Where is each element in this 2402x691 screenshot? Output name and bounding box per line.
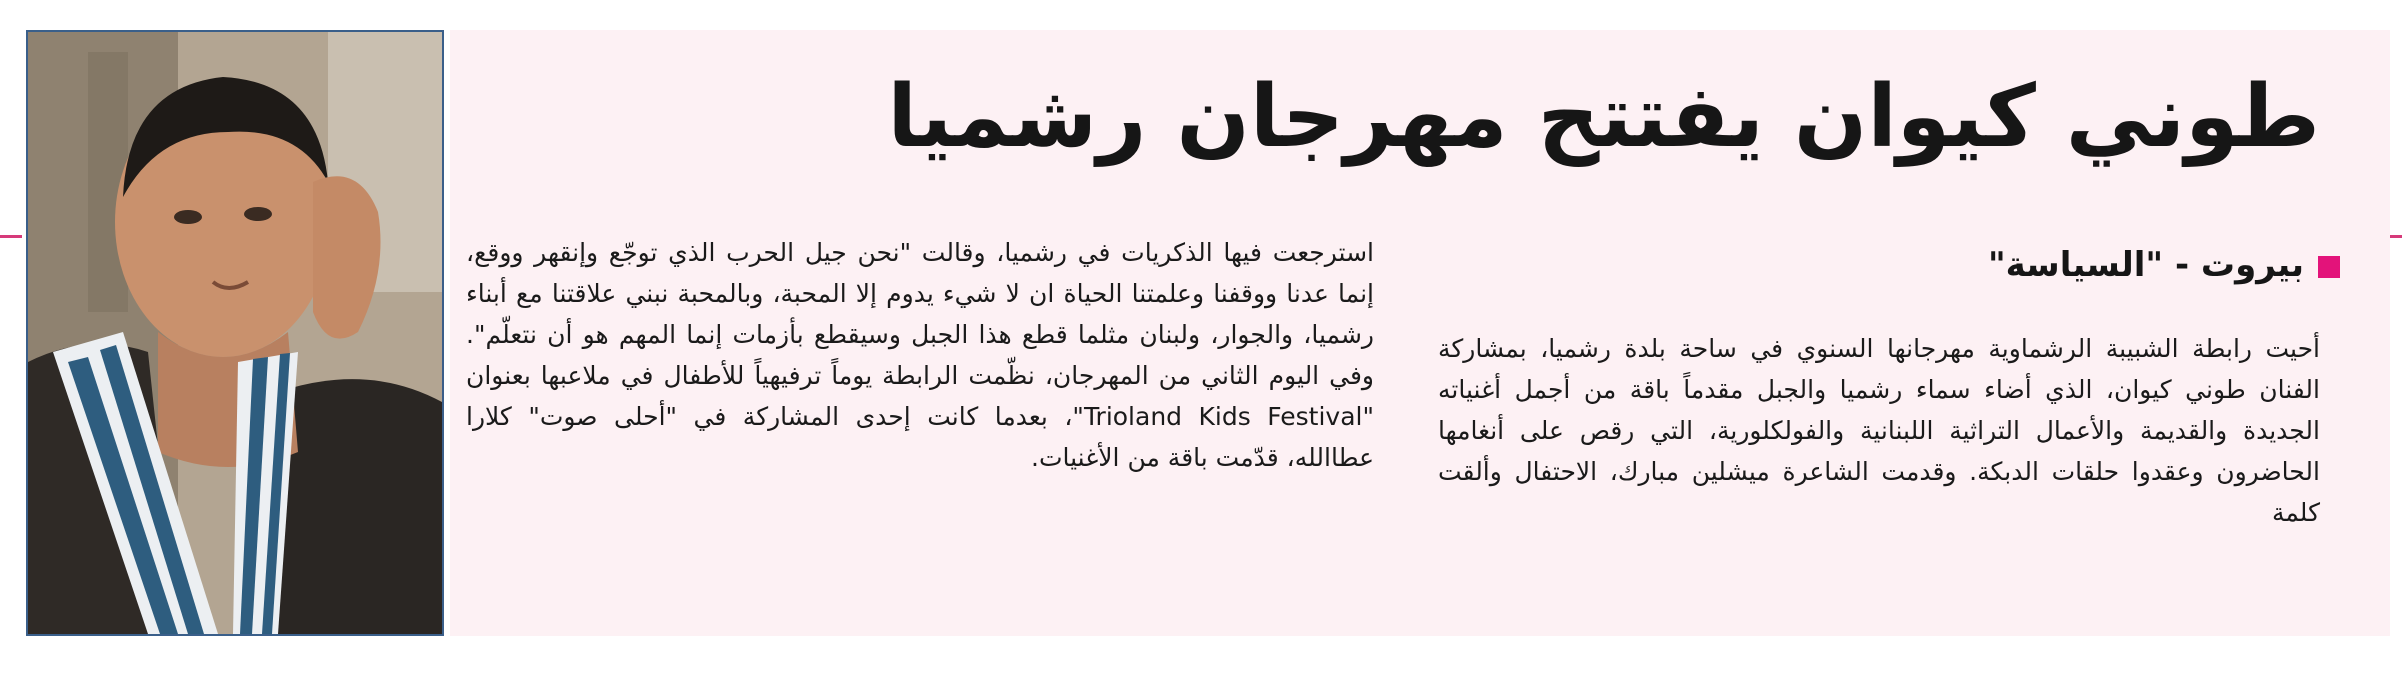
article-photo bbox=[26, 30, 444, 636]
dateline-bullet bbox=[2318, 256, 2340, 278]
article-column-left: استرجعت فيها الذكريات في رشميا، وقالت "نحن جيل الحرب الذي توجّع وإنقهر ووقع، إنما عدنا ووقفنا وعلمتنا الحياة ان لا شيء يدوم إلا المحبة، وبالمحبة نبني علاقتنا مع أبناء رشميا، والجوار، ولبنان مثلما قطع هذا الجبل وسيقطع بأزمات إنما المهم هو أن نتعلّم". وفي اليوم الثاني من المهرجان، نظّمت الرابطة يوماً ترفيهياً للأطفال في ملاعبها بعنوان "Trioland Kids Festival"، بعدما كانت إحدى المشاركة في "أحلى صوت" كلارا عطاالله، قدّمت باقة من الأغنيات. bbox=[466, 238, 1374, 472]
crop-mark-left bbox=[0, 235, 22, 238]
article-dateline bbox=[1900, 238, 2340, 292]
article-headline: طوني كيوان يفتتح مهرجان رشميا bbox=[887, 67, 2320, 167]
dateline-text: بيروت - "السياسة" bbox=[1987, 245, 2304, 285]
article-column-right: أحيت رابطة الشبيبة الرشماوية مهرجانها السنوي في ساحة بلدة رشميا، بمشاركة الفنان طوني كيوان، الذي أضاء سماء رشميا والجبل مقدماً باقة من أجمل أغنياته الجديدة والقديمة والأعمال التراثية اللبنانية والفولكلورية، التي رقص على أنغامها الحاضرون وعقدوا حلقات الدبكة. وقدمت الشاعرة ميشلين مبارك، الاحتفال وألقت كلمة bbox=[1438, 334, 2320, 527]
